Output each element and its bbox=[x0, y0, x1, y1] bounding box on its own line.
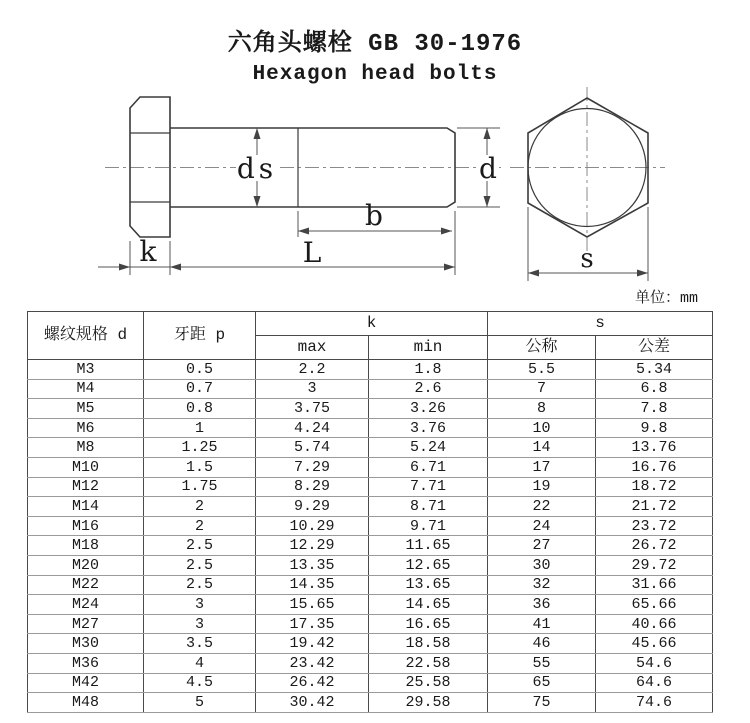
table-cell: 1 bbox=[144, 418, 256, 438]
table-cell: M10 bbox=[28, 457, 144, 477]
spec-table-body bbox=[28, 360, 713, 713]
table-cell: 29.72 bbox=[596, 555, 713, 575]
table-cell: 0.7 bbox=[144, 379, 256, 399]
table-cell: 54.6 bbox=[596, 653, 713, 673]
label-s: s bbox=[580, 244, 594, 274]
table-cell: 36 bbox=[488, 595, 596, 615]
header-k-group: k bbox=[256, 312, 488, 336]
table-row bbox=[28, 379, 713, 399]
table-cell: 22 bbox=[488, 497, 596, 517]
label-l: L bbox=[302, 236, 322, 269]
table-cell: 3 bbox=[144, 614, 256, 634]
table-row bbox=[28, 614, 713, 634]
bolt-head-end-view bbox=[510, 87, 665, 253]
table-row bbox=[28, 634, 713, 654]
table-cell: 3.5 bbox=[144, 634, 256, 654]
table-cell: 6.71 bbox=[369, 457, 488, 477]
header-s-nominal: 公称 bbox=[488, 336, 596, 360]
table-cell: 7.8 bbox=[596, 399, 713, 419]
table-cell: 2 bbox=[144, 516, 256, 536]
table-cell: 5.34 bbox=[596, 360, 713, 380]
table-cell: 7.29 bbox=[256, 457, 369, 477]
table-cell: 9.8 bbox=[596, 418, 713, 438]
table-cell: 13.65 bbox=[369, 575, 488, 595]
table-cell: 19.42 bbox=[256, 634, 369, 654]
table-cell: 10 bbox=[488, 418, 596, 438]
table-cell: 19 bbox=[488, 477, 596, 497]
table-cell: 26.42 bbox=[256, 673, 369, 693]
dimension-k-and-l bbox=[98, 211, 455, 275]
table-cell: 3.26 bbox=[369, 399, 488, 419]
table-cell: M24 bbox=[28, 595, 144, 615]
table-cell: M27 bbox=[28, 614, 144, 634]
table-cell: 2.5 bbox=[144, 575, 256, 595]
table-cell: 4 bbox=[144, 653, 256, 673]
table-cell: M6 bbox=[28, 418, 144, 438]
table-cell: 22.58 bbox=[369, 653, 488, 673]
table-cell: 1.25 bbox=[144, 438, 256, 458]
header-thread-spec: 螺纹规格 d bbox=[28, 312, 144, 360]
table-cell: 14.65 bbox=[369, 595, 488, 615]
dimension-b bbox=[298, 199, 452, 237]
table-row bbox=[28, 653, 713, 673]
table-cell: M30 bbox=[28, 634, 144, 654]
table-cell: 8.71 bbox=[369, 497, 488, 517]
table-cell: 12.65 bbox=[369, 555, 488, 575]
table-cell: 74.6 bbox=[596, 693, 713, 713]
table-row bbox=[28, 693, 713, 713]
table-cell: 1.5 bbox=[144, 457, 256, 477]
table-cell: 5.5 bbox=[488, 360, 596, 380]
table-cell: 0.5 bbox=[144, 360, 256, 380]
table-row bbox=[28, 418, 713, 438]
table-cell: 65.66 bbox=[596, 595, 713, 615]
header-pitch: 牙距 p bbox=[144, 312, 256, 360]
table-cell: M5 bbox=[28, 399, 144, 419]
label-d: d bbox=[479, 152, 497, 185]
table-cell: 7 bbox=[488, 379, 596, 399]
table-cell: 5 bbox=[144, 693, 256, 713]
table-cell: 13.35 bbox=[256, 555, 369, 575]
table-cell: 16.76 bbox=[596, 457, 713, 477]
table-cell: 17.35 bbox=[256, 614, 369, 634]
table-row bbox=[28, 595, 713, 615]
table-row bbox=[28, 536, 713, 556]
table-cell: 1.75 bbox=[144, 477, 256, 497]
table-cell: 2.6 bbox=[369, 379, 488, 399]
table-cell: 55 bbox=[488, 653, 596, 673]
table-cell: 46 bbox=[488, 634, 596, 654]
header-s-tolerance: 公差 bbox=[596, 336, 713, 360]
table-cell: 23.72 bbox=[596, 516, 713, 536]
table-cell: M14 bbox=[28, 497, 144, 517]
title-english: Hexagon head bolts bbox=[252, 63, 498, 86]
table-cell: 29.58 bbox=[369, 693, 488, 713]
table-cell: 3 bbox=[256, 379, 369, 399]
table-cell: 3.75 bbox=[256, 399, 369, 419]
unit-note: 单位：mm bbox=[634, 290, 698, 307]
title-block bbox=[0, 22, 750, 86]
table-cell: 15.65 bbox=[256, 595, 369, 615]
table-cell: M36 bbox=[28, 653, 144, 673]
header-k-max: max bbox=[256, 336, 369, 360]
table-cell: 30.42 bbox=[256, 693, 369, 713]
table-cell: 1.8 bbox=[369, 360, 488, 380]
table-row bbox=[28, 477, 713, 497]
table-cell: M3 bbox=[28, 360, 144, 380]
table-cell: 2.2 bbox=[256, 360, 369, 380]
table-cell: 31.66 bbox=[596, 575, 713, 595]
table-cell: 12.29 bbox=[256, 536, 369, 556]
table-cell: 14.35 bbox=[256, 575, 369, 595]
table-cell: M20 bbox=[28, 555, 144, 575]
bolt-technical-drawing bbox=[0, 85, 750, 300]
table-cell: 25.58 bbox=[369, 673, 488, 693]
table-cell: 16.65 bbox=[369, 614, 488, 634]
table-row bbox=[28, 673, 713, 693]
label-ds: ds bbox=[236, 152, 278, 185]
table-cell: 5.24 bbox=[369, 438, 488, 458]
table-cell: 18.72 bbox=[596, 477, 713, 497]
title-chinese: 六角头螺栓 GB 30-1976 bbox=[227, 31, 523, 58]
label-k: k bbox=[139, 235, 157, 268]
table-cell: 27 bbox=[488, 536, 596, 556]
table-cell: 10.29 bbox=[256, 516, 369, 536]
table-cell: M18 bbox=[28, 536, 144, 556]
table-row bbox=[28, 399, 713, 419]
table-cell: 4.5 bbox=[144, 673, 256, 693]
table-cell: 41 bbox=[488, 614, 596, 634]
table-cell: 11.65 bbox=[369, 536, 488, 556]
table-cell: 2 bbox=[144, 497, 256, 517]
table-cell: 8 bbox=[488, 399, 596, 419]
table-row bbox=[28, 497, 713, 517]
table-cell: 65 bbox=[488, 673, 596, 693]
table-cell: 17 bbox=[488, 457, 596, 477]
table-cell: 45.66 bbox=[596, 634, 713, 654]
table-row bbox=[28, 360, 713, 380]
table-cell: M16 bbox=[28, 516, 144, 536]
header-s-group: s bbox=[488, 312, 713, 336]
table-cell: 2.5 bbox=[144, 536, 256, 556]
table-cell: 3.76 bbox=[369, 418, 488, 438]
table-cell: 8.29 bbox=[256, 477, 369, 497]
table-cell: 0.8 bbox=[144, 399, 256, 419]
table-cell: 23.42 bbox=[256, 653, 369, 673]
table-cell: M12 bbox=[28, 477, 144, 497]
table-cell: M22 bbox=[28, 575, 144, 595]
table-cell: M8 bbox=[28, 438, 144, 458]
table-cell: 30 bbox=[488, 555, 596, 575]
table-cell: 4.24 bbox=[256, 418, 369, 438]
table-cell: 24 bbox=[488, 516, 596, 536]
table-cell: 32 bbox=[488, 575, 596, 595]
table-cell: 5.74 bbox=[256, 438, 369, 458]
table-row bbox=[28, 555, 713, 575]
table-cell: 26.72 bbox=[596, 536, 713, 556]
table-cell: 21.72 bbox=[596, 497, 713, 517]
table-cell: 2.5 bbox=[144, 555, 256, 575]
table-cell: 14 bbox=[488, 438, 596, 458]
table-cell: 7.71 bbox=[369, 477, 488, 497]
table-row bbox=[28, 516, 713, 536]
table-cell: 64.6 bbox=[596, 673, 713, 693]
table-cell: 9.71 bbox=[369, 516, 488, 536]
table-cell: 9.29 bbox=[256, 497, 369, 517]
table-cell: 3 bbox=[144, 595, 256, 615]
table-cell: 75 bbox=[488, 693, 596, 713]
table-cell: 13.76 bbox=[596, 438, 713, 458]
table-cell: M42 bbox=[28, 673, 144, 693]
table-cell: 6.8 bbox=[596, 379, 713, 399]
table-cell: 40.66 bbox=[596, 614, 713, 634]
table-row bbox=[28, 575, 713, 595]
table-cell: 18.58 bbox=[369, 634, 488, 654]
table-cell: M48 bbox=[28, 693, 144, 713]
dimension-ds bbox=[236, 128, 278, 207]
table-row bbox=[28, 457, 713, 477]
table-row bbox=[28, 438, 713, 458]
header-k-min: min bbox=[369, 336, 488, 360]
bolt-spec-table bbox=[27, 311, 713, 713]
label-b: b bbox=[365, 199, 383, 232]
table-cell: M4 bbox=[28, 379, 144, 399]
dimension-s bbox=[528, 207, 648, 281]
